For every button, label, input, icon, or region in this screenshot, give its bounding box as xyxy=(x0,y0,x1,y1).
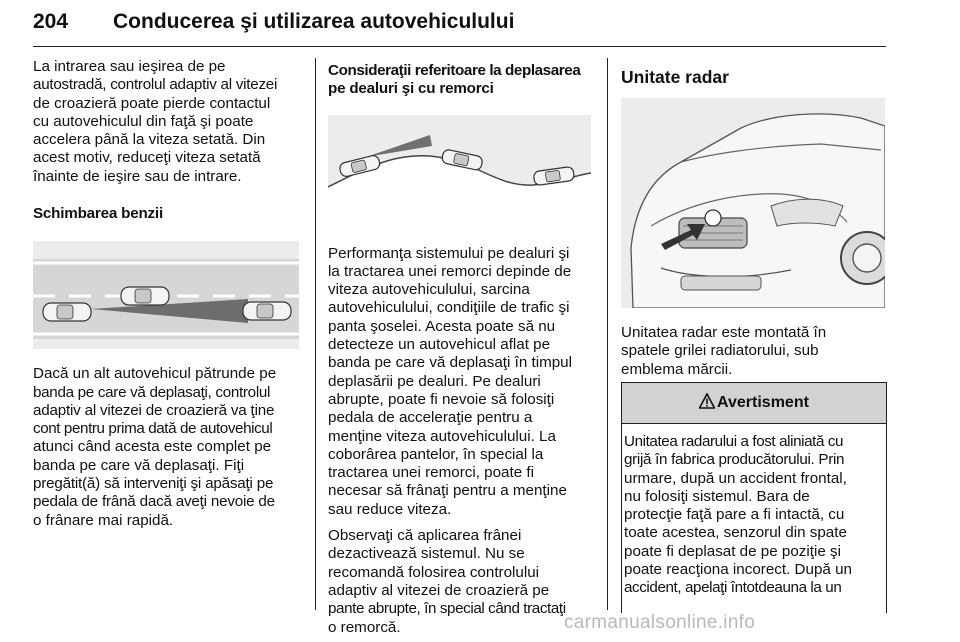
text-line: Observaţi că aplicarea frânei xyxy=(328,527,522,545)
car-own xyxy=(43,303,91,321)
warning-title: Avertisment xyxy=(717,394,809,411)
text-line: cu autovehiculul din faţă şi poate xyxy=(33,112,254,130)
text-line: accelera până la viteza setată. Din xyxy=(33,131,266,149)
text-line: toate acestea, senzorul din spate xyxy=(624,524,847,542)
page-header xyxy=(33,6,886,47)
hills-paragraph xyxy=(328,245,593,519)
text-line: adaptiv al vitezei de croazieră va ţine xyxy=(33,401,275,419)
text-line: emblema mărcii. xyxy=(621,360,733,378)
text-line: poate reacţiona incorect. După un xyxy=(624,561,852,579)
text-line: o frânare mai rapidă. xyxy=(33,511,174,529)
lane-change-illustration xyxy=(33,241,299,349)
radar-paragraph xyxy=(621,324,887,379)
text-line: banda pe care vă deplasaţi în timpul xyxy=(328,354,573,372)
intro-paragraph xyxy=(33,58,301,186)
text-line: la tractarea unei remorci depinde de xyxy=(328,262,572,280)
text-line: înainte de ieşire sau de intrare. xyxy=(33,167,242,185)
section-heading-hills xyxy=(328,62,593,99)
text-line: atunci când acesta este complet pe xyxy=(33,438,272,456)
heading-line: pe dealuri şi cu remorci xyxy=(328,80,494,98)
text-line: pedala de frână dacă aveţi nevoie de xyxy=(33,493,275,511)
text-line: Unitatea radarului a fost aliniată cu xyxy=(624,433,844,450)
text-line: viteza autovehiculului, sarcina xyxy=(328,281,530,299)
warning-body xyxy=(622,424,886,598)
text-line: abrupte, poate fi nevoie să folosiţi xyxy=(328,390,555,408)
text-line: pante abrupte, în special când tractaţi xyxy=(328,600,566,618)
text-line: banda pe care vă deplasaţi, controlul xyxy=(33,383,271,401)
column-divider xyxy=(315,58,316,610)
car-merging xyxy=(121,287,169,305)
wheel xyxy=(841,232,885,284)
text-line: sau reduce viteza. xyxy=(328,500,452,518)
chapter-title: Conducerea şi utilizarea autovehiculului xyxy=(113,10,515,33)
text-line: acest motiv, reduceţi viteza setată xyxy=(33,149,261,167)
text-line: cont pentru prima dată de autovehicul xyxy=(33,420,273,438)
text-line: nu folosiţi sistemul. Bara de xyxy=(624,487,810,505)
column-right xyxy=(621,58,887,379)
warning-header xyxy=(622,383,886,424)
text-line: Performanţa sistemului pe dealuri şi xyxy=(328,244,570,262)
lane-change-paragraph xyxy=(33,365,301,530)
text-line: adaptiv al vitezei de croazieră pe xyxy=(328,581,550,599)
text-line: poate fi deplasat de pe poziţie şi xyxy=(624,542,841,560)
warning-triangle-icon xyxy=(699,393,715,414)
text-line: pedala de acceleraţie pentru a xyxy=(328,409,533,427)
text-line: Unitatea radar este montată în xyxy=(621,324,827,341)
car-ahead xyxy=(243,302,291,320)
text-line: necesar să frânaţi pentru a menţine xyxy=(328,482,567,500)
text-line: panta şoselei. Acesta poate să nu xyxy=(328,317,556,335)
section-heading-lane-change: Schimbarea benzii xyxy=(33,205,163,222)
text-line: menţine viteza autovehiculului. La xyxy=(328,427,556,445)
text-line: Dacă un alt autovehicul pătrunde pe xyxy=(33,365,277,383)
text-line: La intrarea sau ieşirea de pe xyxy=(33,58,226,75)
text-line: autostradă, controlul adaptiv al vitezei xyxy=(33,76,278,94)
column-middle xyxy=(328,58,593,637)
column-left xyxy=(33,58,301,530)
text-line: tractarea unei remorci, poate fi xyxy=(328,464,534,482)
text-line: de croazieră poate pierde contactul xyxy=(33,94,271,112)
text-line: dezactivează sistemul. Nu se xyxy=(328,545,525,563)
brake-paragraph xyxy=(328,527,593,637)
warning-box xyxy=(621,382,887,613)
hills-trailer-illustration xyxy=(328,115,591,221)
text-line: deplasării pe dealuri. Pe dealuri xyxy=(328,372,541,390)
footer-watermark: carmanualsonline.info xyxy=(564,612,756,633)
text-line: detecteze un autovehicul aflat pe xyxy=(328,336,551,354)
text-line: protecţie faţă pare a fi intactă, cu xyxy=(624,506,845,524)
page-number: 204 xyxy=(33,10,69,33)
text-line: banda pe care vă deplasaţi. Fiţi xyxy=(33,456,245,474)
text-line: pregătit(ă) să interveniţi şi apăsaţi pe xyxy=(33,475,274,493)
column-divider xyxy=(607,58,608,610)
text-line: spatele grilei radiatorului, sub xyxy=(621,342,819,360)
text-line: urmare, după un accident frontal, xyxy=(624,469,847,487)
radar-location-illustration xyxy=(621,98,885,308)
section-heading-radar: Unitate radar xyxy=(621,67,729,87)
heading-line: Consideraţii referitoare la deplasarea xyxy=(328,62,581,79)
text-line: grijă în fabrica producătorului. Prin xyxy=(624,451,845,469)
text-line: coborârea pantelor, în special la xyxy=(328,445,544,463)
text-line: autovehiculului, condiţiile de trafic şi xyxy=(328,299,570,317)
text-line: accident, apelaţi întotdeauna la un xyxy=(624,579,842,597)
text-line: o remorcă. xyxy=(328,618,401,636)
text-line: recomandă folosirea controlului xyxy=(328,563,540,581)
